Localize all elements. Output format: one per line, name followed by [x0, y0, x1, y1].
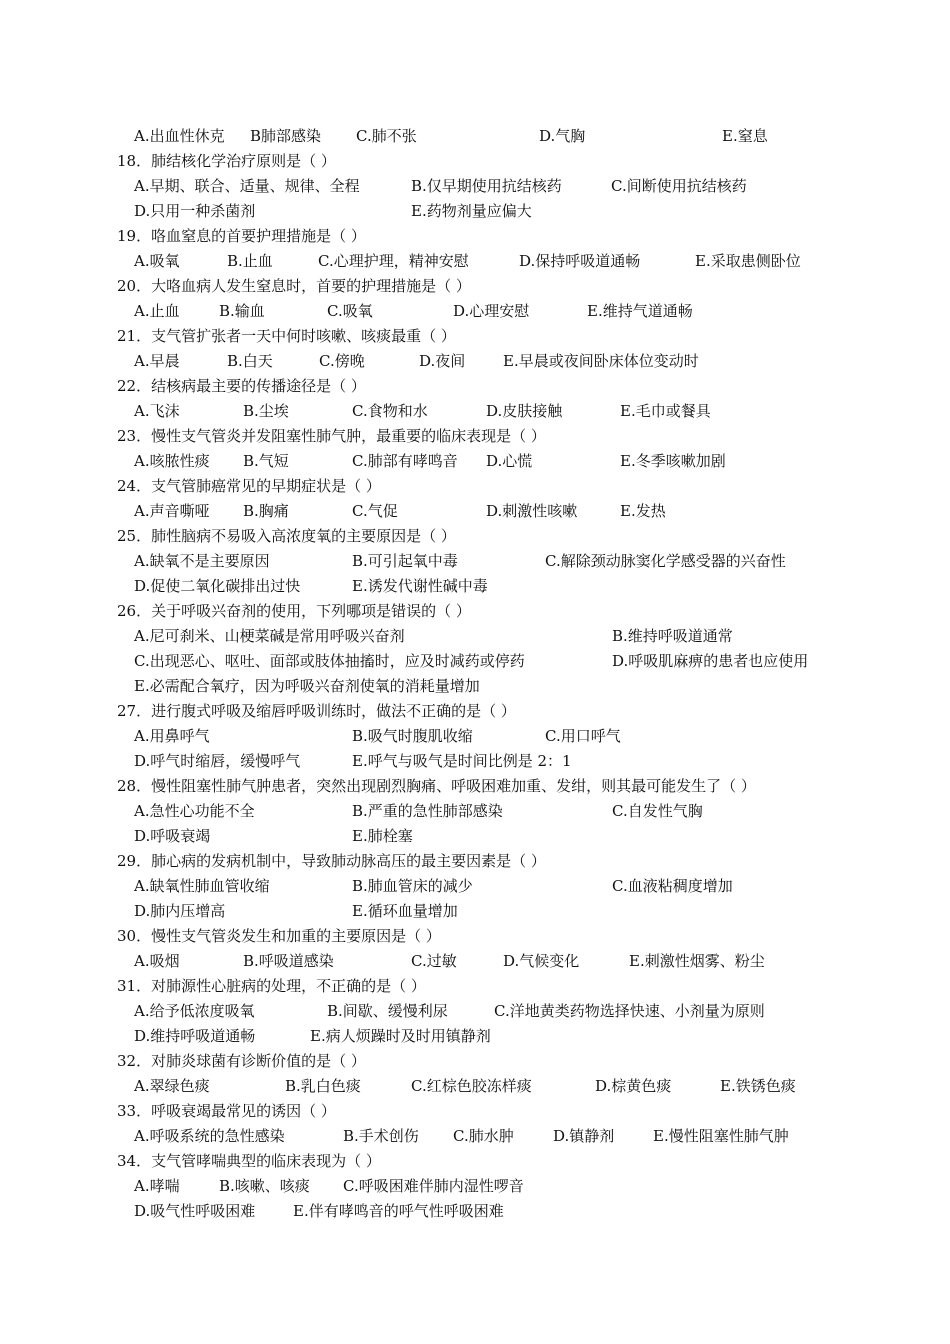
answer-option: C.食物和水	[352, 402, 428, 420]
answer-option: C.肺部有哮鸣音	[352, 452, 458, 470]
answer-option: C.呼吸困难伴肺内湿性啰音	[343, 1177, 524, 1195]
answer-option: E.肺栓塞	[352, 827, 413, 845]
answer-option: D.气胸	[539, 127, 586, 145]
answer-option: C.傍晚	[319, 352, 365, 370]
answer-option: D.气候变化	[503, 952, 580, 970]
question-text: 19．咯血窒息的首要护理措施是（ ）	[117, 227, 366, 245]
answer-option: A.吸烟	[134, 952, 180, 970]
question-text: 26．关于呼吸兴奋剂的使用，下列哪项是错误的（ ）	[117, 602, 471, 620]
answer-option: B.胸痛	[243, 502, 289, 520]
answer-option: A.吸氧	[134, 252, 180, 270]
answer-option: D.吸气性呼吸困难	[134, 1202, 256, 1220]
answer-option: C.红棕色胶冻样痰	[411, 1077, 532, 1095]
question-text: 25．肺性脑病不易吸入高浓度氧的主要原因是（ ）	[117, 527, 456, 545]
answer-option: C.过敏	[411, 952, 457, 970]
answer-option: C.出现恶心、呕吐、面部或肢体抽搐时，应及时减药或停药	[134, 652, 525, 670]
answer-option: A.早晨	[134, 352, 180, 370]
answer-option: D.保持呼吸道通畅	[519, 252, 641, 270]
answer-option: A.声音嘶哑	[134, 502, 210, 520]
answer-option: B.乳白色痰	[285, 1077, 361, 1095]
answer-option: C.气促	[352, 502, 398, 520]
answer-option: A.飞沫	[134, 402, 180, 420]
question-text: 27．进行腹式呼吸及缩唇呼吸训练时，做法不正确的是（ ）	[117, 702, 516, 720]
answer-option: C.自发性气胸	[612, 802, 703, 820]
question-text: 31．对肺源性心脏病的处理，不正确的是（ ）	[117, 977, 426, 995]
question-text: 23．慢性支气管炎并发阻塞性肺气肿，最重要的临床表现是（ ）	[117, 427, 546, 445]
answer-option: D.促使二氧化碳排出过快	[134, 577, 301, 595]
answer-option: C.肺水肿	[453, 1127, 514, 1145]
answer-option: C.间断使用抗结核药	[611, 177, 747, 195]
answer-option: E.药物剂量应偏大	[411, 202, 532, 220]
answer-option: E.窒息	[722, 127, 768, 145]
answer-option: B.间歇、缓慢利尿	[327, 1002, 448, 1020]
answer-option: E.铁锈色痰	[720, 1077, 796, 1095]
answer-option: E.发热	[620, 502, 666, 520]
answer-option: C.解除颈动脉窦化学感受器的兴奋性	[545, 552, 786, 570]
answer-option: D.呼吸肌麻痹的患者也应使用	[612, 652, 809, 670]
answer-option: E.毛巾或餐具	[620, 402, 711, 420]
question-text: 28．慢性阻塞性肺气肿患者，突然出现剧烈胸痛、呼吸困难加重、发绀，则其最可能发生了（ ）	[117, 777, 756, 795]
answer-option: E.维持气道通畅	[587, 302, 693, 320]
answer-option: B.维持呼吸道通常	[612, 627, 733, 645]
answer-option: A.用鼻呼气	[134, 727, 210, 745]
answer-option: B.咳嗽、咳痰	[219, 1177, 310, 1195]
answer-option: A.哮喘	[134, 1177, 180, 1195]
answer-option: B.肺血管床的减少	[352, 877, 473, 895]
answer-option: C.用口呼气	[545, 727, 621, 745]
answer-option: E.病人烦躁时及时用镇静剂	[310, 1027, 491, 1045]
answer-option: A.出血性休克	[134, 127, 225, 145]
answer-option: A.翠绿色痰	[134, 1077, 210, 1095]
answer-option: D.夜间	[419, 352, 466, 370]
answer-option: E.呼气与吸气是时间比例是 2：1	[352, 752, 572, 770]
answer-option: E.循环血量增加	[352, 902, 458, 920]
answer-option: B.气短	[243, 452, 289, 470]
answer-option: D.维持呼吸道通畅	[134, 1027, 256, 1045]
answer-option: A.急性心功能不全	[134, 802, 255, 820]
answer-option: C.洋地黄类药物选择快速、小剂量为原则	[494, 1002, 765, 1020]
answer-option: B.严重的急性肺部感染	[352, 802, 503, 820]
answer-option: E.早晨或夜间卧床体位变动时	[503, 352, 699, 370]
answer-option: D.刺激性咳嗽	[486, 502, 578, 520]
answer-option: B.仅早期使用抗结核药	[411, 177, 562, 195]
answer-option: D.只用一种杀菌剂	[134, 202, 256, 220]
answer-option: B.吸气时腹肌收缩	[352, 727, 473, 745]
answer-option: A.给予低浓度吸氧	[134, 1002, 255, 1020]
answer-option: C.肺不张	[356, 127, 417, 145]
answer-option: A.尼可刹米、山梗菜碱是常用呼吸兴奋剂	[134, 627, 405, 645]
answer-option: A.咳脓性痰	[134, 452, 210, 470]
answer-option: D.皮肤接触	[486, 402, 563, 420]
question-text: 18．肺结核化学治疗原则是（ ）	[117, 152, 336, 170]
answer-option: B.呼吸道感染	[243, 952, 334, 970]
answer-option: B.输血	[219, 302, 265, 320]
answer-option: D.心理安慰	[453, 302, 530, 320]
answer-option: B.尘埃	[243, 402, 289, 420]
answer-option: E.伴有哮鸣音的呼气性呼吸困难	[293, 1202, 504, 1220]
answer-option: E.刺激性烟雾、粉尘	[629, 952, 765, 970]
answer-option: C.血液粘稠度增加	[612, 877, 733, 895]
answer-option: E.必需配合氧疗，因为呼吸兴奋剂使氧的消耗量增加	[134, 677, 480, 695]
question-text: 30．慢性支气管炎发生和加重的主要原因是（ ）	[117, 927, 441, 945]
question-text: 32．对肺炎球菌有诊断价值的是（ ）	[117, 1052, 366, 1070]
question-text: 33．呼吸衰竭最常见的诱因（ ）	[117, 1102, 336, 1120]
answer-option: B.可引起氧中毒	[352, 552, 458, 570]
question-text: 29．肺心病的发病机制中，导致肺动脉高压的最主要因素是（ ）	[117, 852, 546, 870]
answer-option: B肺部感染	[250, 127, 322, 145]
answer-option: B.手术创伤	[343, 1127, 419, 1145]
answer-option: E.冬季咳嗽加剧	[620, 452, 726, 470]
answer-option: A.缺氧不是主要原因	[134, 552, 270, 570]
answer-option: E.诱发代谢性碱中毒	[352, 577, 488, 595]
answer-option: D.心慌	[486, 452, 533, 470]
answer-option: A.早期、联合、适量、规律、全程	[134, 177, 360, 195]
question-text: 21．支气管扩张者一天中何时咳嗽、咳痰最重（ ）	[117, 327, 456, 345]
question-text: 22．结核病最主要的传播途径是（ ）	[117, 377, 366, 395]
answer-option: D.呼气时缩唇，缓慢呼气	[134, 752, 301, 770]
answer-option: D.棕黄色痰	[595, 1077, 672, 1095]
answer-option: D.肺内压增高	[134, 902, 226, 920]
answer-option: A.呼吸系统的急性感染	[134, 1127, 285, 1145]
answer-option: A.缺氧性肺血管收缩	[134, 877, 270, 895]
answer-option: B.止血	[227, 252, 273, 270]
answer-option: E.慢性阻塞性肺气肿	[653, 1127, 789, 1145]
answer-option: E.采取患侧卧位	[695, 252, 801, 270]
answer-option: C.心理护理，精神安慰	[318, 252, 469, 270]
answer-option: A.止血	[134, 302, 180, 320]
answer-option: D.镇静剂	[553, 1127, 615, 1145]
answer-option: B.白天	[227, 352, 273, 370]
question-text: 24．支气管肺癌常见的早期症状是（ ）	[117, 477, 381, 495]
answer-option: C.吸氧	[327, 302, 373, 320]
question-text: 34．支气管哮喘典型的临床表现为（ ）	[117, 1152, 381, 1170]
question-text: 20．大咯血病人发生窒息时，首要的护理措施是（ ）	[117, 277, 471, 295]
answer-option: D.呼吸衰竭	[134, 827, 211, 845]
